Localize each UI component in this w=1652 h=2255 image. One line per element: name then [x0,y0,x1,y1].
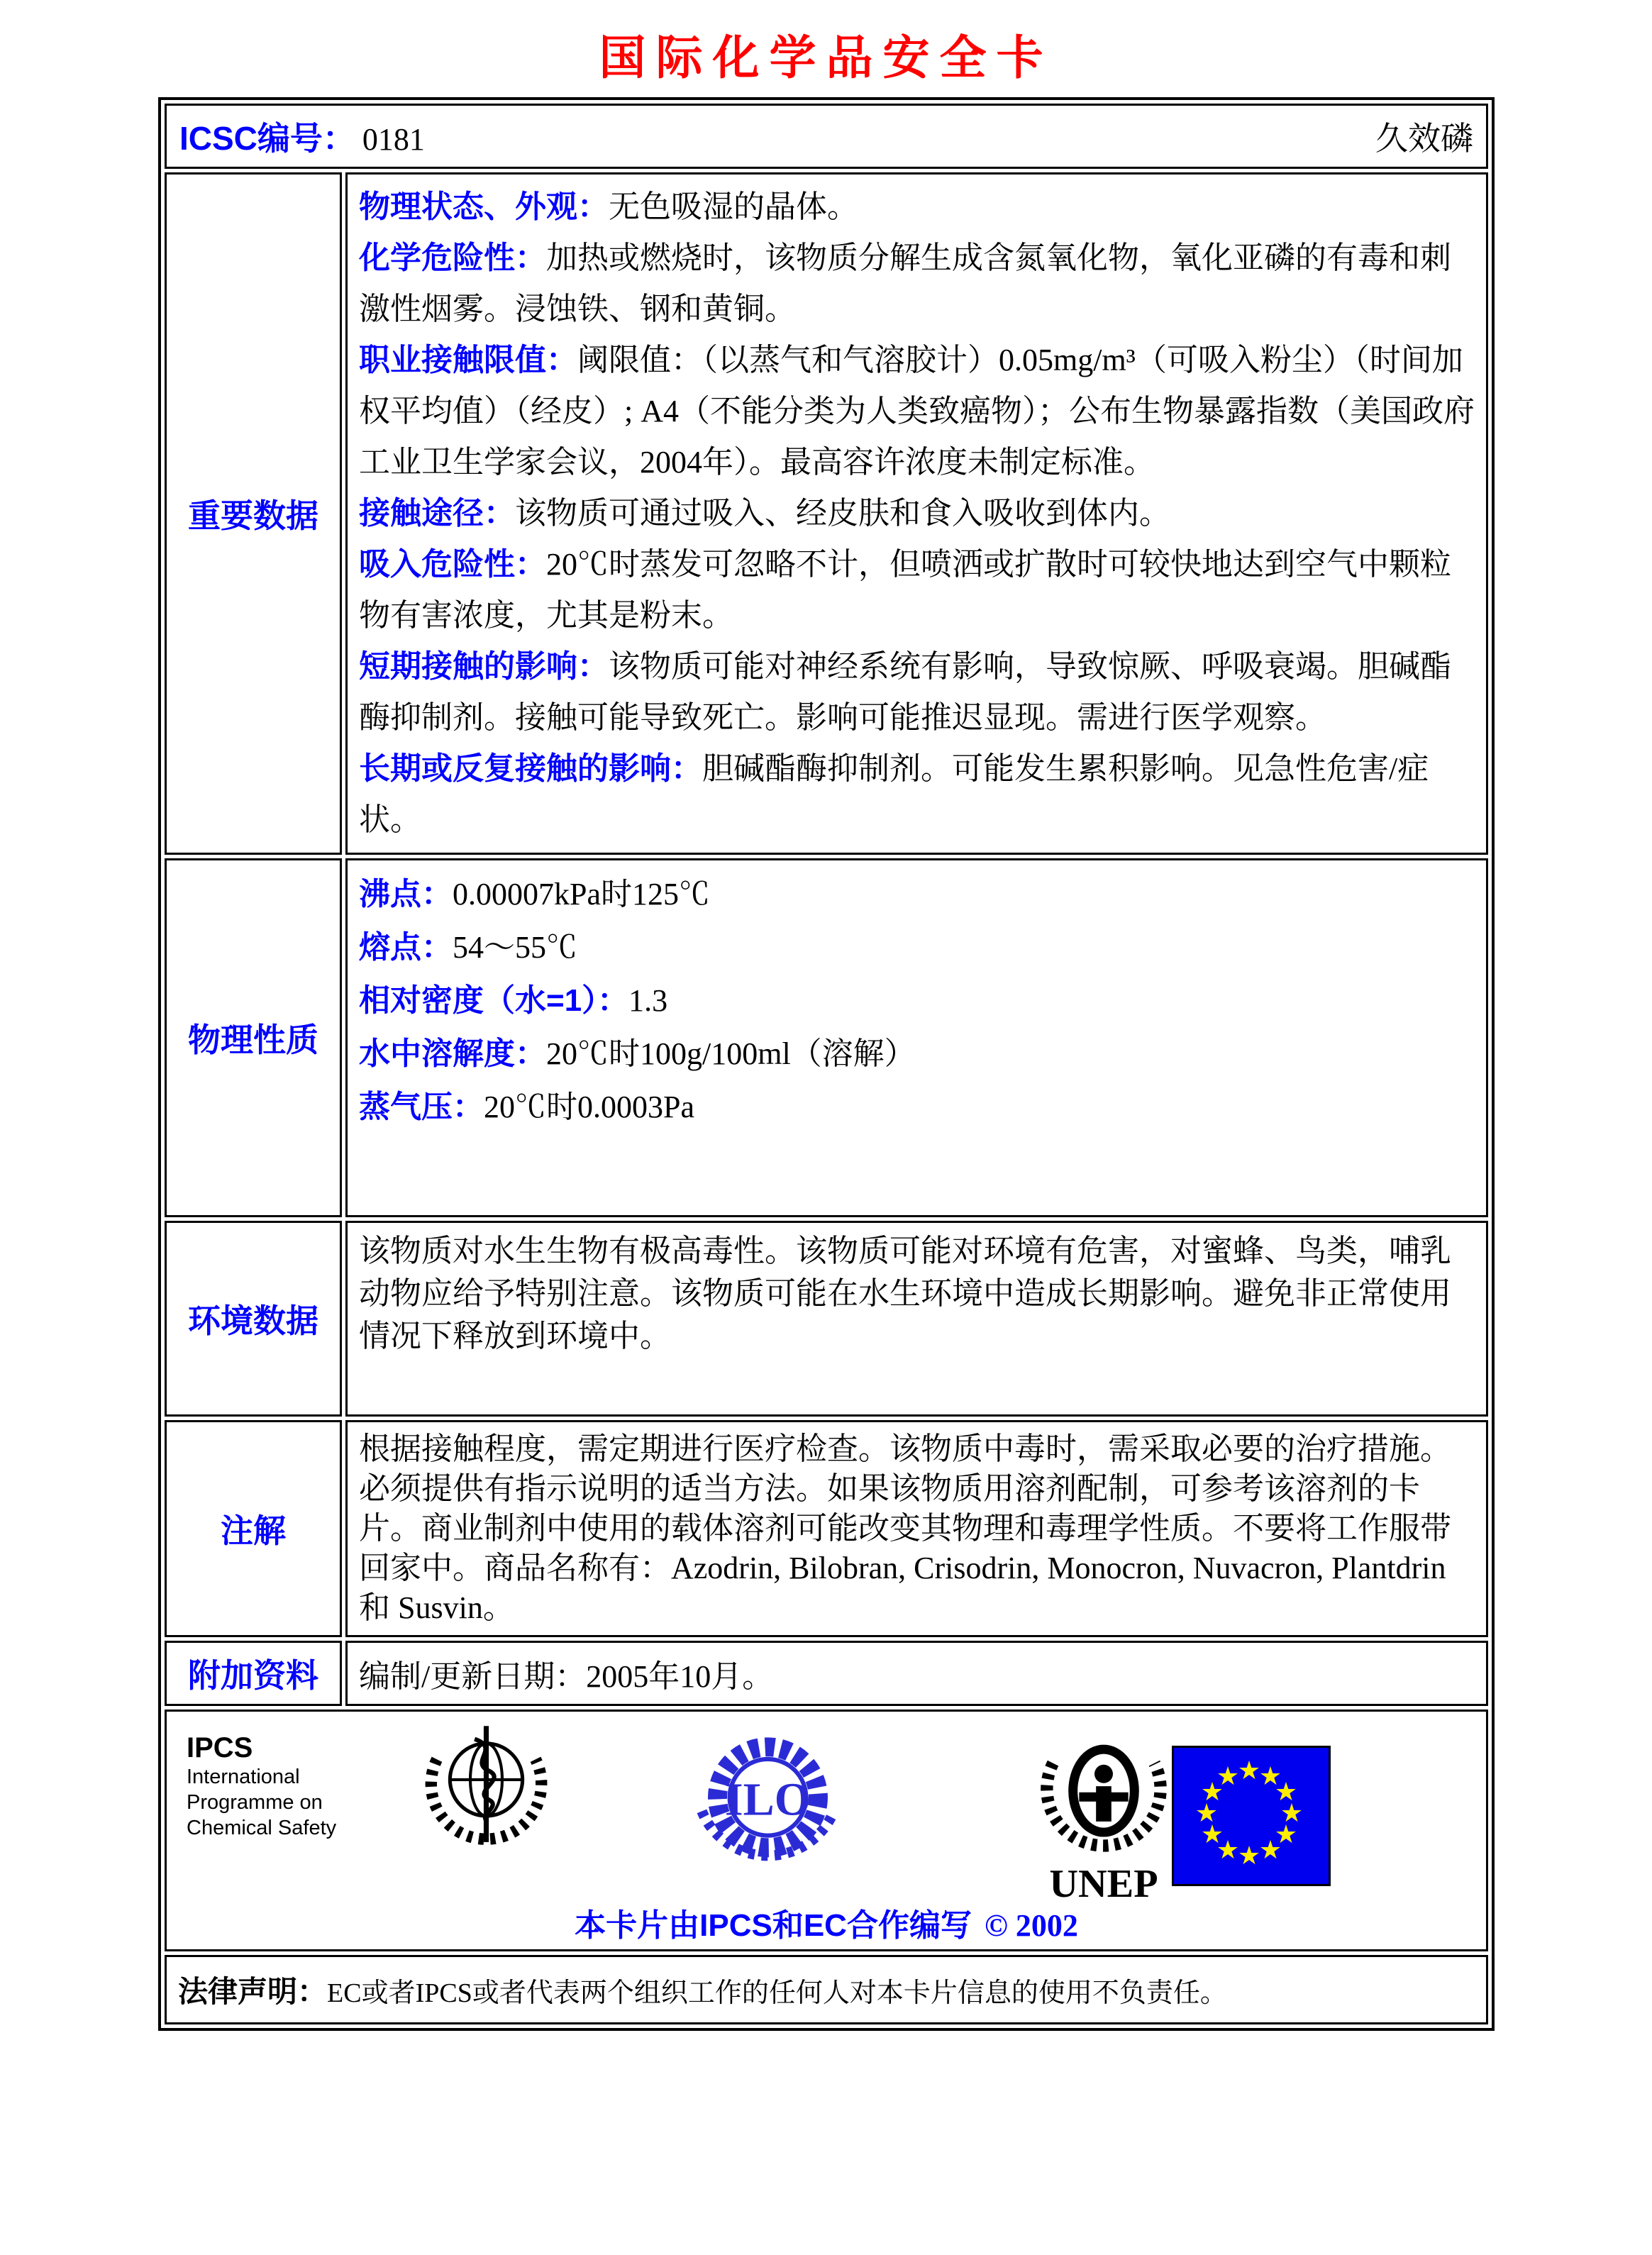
section-label-notes: 注解 [165,1420,342,1637]
entry-text: 该物质可能对神经系统有影响，导致惊厥、呼吸衰竭。胆碱酯酶抑制剂。接触可能导致死亡。影响可能推迟显现。需进行医学观察。 [359,649,1451,735]
important-entry [359,488,1475,539]
entry-text: 阈限值：（以蒸气和气溶胶计）0.05mg/m³（可吸入粉尘）（时间加权平均值）（经皮）; A4（不能分类为人类致癌物）；公布生物暴露指数（美国政府工业卫生学家会议，2004年）。最高容许浓度未制定标准。 [359,343,1475,480]
eu-star-icon: ★ [1216,1835,1240,1865]
ipcs-acronym: IPCS [187,1732,253,1763]
section-label-important: 重要数据 [165,172,342,855]
eu-flag-icon [1172,1746,1331,1886]
eu-star-icon: ★ [1258,1762,1282,1792]
entry-label: 熔点： [359,930,453,965]
icsc-table [158,97,1495,2031]
icsc-number-value: 0181 [362,122,425,157]
eu-star-icon: ★ [1237,1841,1261,1871]
important-entry [359,743,1475,846]
entry-text: 无色吸湿的晶体。 [609,189,858,224]
logos-row [165,1710,1488,1951]
unep-icon [1026,1720,1181,1906]
eu-star-icon: ★ [1274,1820,1298,1849]
physical-entry [359,921,1475,974]
header-row [165,104,1488,169]
entry-text: 0.00007kPa时125℃ [453,877,710,912]
credit-line [167,1900,1486,1945]
section-content-environment: 该物质对水生生物有极高毒性。该物质可能对环境有危害，对蜜蜂、鸟类，哺乳动物应给予特别注意。该物质可能在水生环境中造成长期影响。避免非正常使用情况下释放到环境中。 [345,1221,1488,1417]
entry-label: 物理状态、外观： [359,189,609,224]
entry-text: 20℃时100g/100ml（溶解） [546,1036,916,1071]
icsc-number-group [179,113,425,160]
entry-text: 加热或燃烧时，该物质分解生成含氮氧化物，氧化亚磷的有毒和刺激性烟雾。浸蚀铁、钢和黄铜。 [359,240,1451,326]
entry-text: 该物质可通过吸入、经皮肤和食入吸收到体内。 [515,496,1170,531]
ipcs-wordmark [187,1732,336,1841]
credit-text: 本卡片由IPCS和EC合作编写 [575,1908,972,1943]
eu-star-icon: ★ [1200,1820,1224,1849]
ipcs-line: Chemical Safety [187,1817,337,1839]
ilo-letters: ILO [724,1773,811,1826]
important-entry [359,335,1475,488]
eu-star-icon: ★ [1216,1762,1240,1792]
section-content-important [345,172,1488,855]
entry-text: 20℃时蒸发可忽略不计，但喷洒或扩散时可较快地达到空气中颗粒物有害浓度，尤其是粉末。 [359,547,1451,633]
eu-star-icon: ★ [1237,1756,1261,1785]
icsc-number-label: ICSC编号： [179,120,355,157]
section-content-additional: 编制/更新日期：2005年10月。 [345,1641,1488,1706]
section-content-notes: 根据接触程度，需定期进行医疗检查。该物质中毒时，需采取必要的治疗措施。必须提供有指示说明的适当方法。如果该物质用溶剂配制，可参考该溶剂的卡片。商业制剂中使用的载体溶剂可能改变其物理和毒理学性质。不要将工作服带回家中。商品名称有：Azodrin, Bilobran, Crisodrin, Monocron, Nuvacron, Plantdrin和 Susvin。 [345,1420,1488,1637]
section-label-physical: 物理性质 [165,858,342,1217]
eu-star-icon: ★ [1280,1799,1304,1828]
entry-label: 相对密度（水=1）： [359,983,629,1018]
important-entry [359,182,1475,233]
legal-row [165,1955,1488,2024]
section-label-additional: 附加资料 [165,1641,342,1706]
entry-text: 胆碱酯酶抑制剂。可能发生累积影响。见急性危害/症状。 [359,751,1429,837]
important-entry [359,233,1475,335]
entry-text: 20℃时0.0003Pa [484,1090,694,1124]
unep-letters: UNEP [1049,1862,1158,1906]
chemical-name: 久效磷 [1375,121,1473,157]
entry-label: 职业接触限值： [359,343,577,377]
eu-star-icon: ★ [1274,1778,1298,1807]
physical-entry [359,868,1475,921]
eu-star-icon: ★ [1258,1835,1282,1865]
physical-entry [359,974,1475,1027]
legal-text: EC或者IPCS或者代表两个组织工作的任何人对本卡片信息的使用不负责任。 [327,1978,1227,2008]
ipcs-line: Programme on [187,1791,323,1814]
entry-label: 长期或反复接触的影响： [359,751,702,786]
physical-entry [359,1080,1475,1134]
who-icon [414,1719,559,1878]
copyright-text: © 2002 [984,1908,1078,1943]
important-entry [359,539,1475,641]
important-entry [359,641,1475,743]
physical-entry [359,1027,1475,1080]
page-title: 国际化学品安全卡 [599,31,1053,84]
ilo-icon [681,1724,855,1891]
section-label-environment: 环境数据 [165,1221,342,1417]
eu-star-icon: ★ [1200,1778,1224,1807]
entry-label: 接触途径： [359,496,515,531]
entry-label: 吸入危险性： [359,547,546,582]
entry-label: 蒸气压： [359,1090,484,1124]
entry-label: 沸点： [359,877,453,912]
ipcs-line: International [187,1766,300,1788]
entry-text: 1.3 [628,983,668,1018]
section-content-physical [345,858,1488,1217]
entry-label: 水中溶解度： [359,1036,546,1071]
legal-label: 法律声明： [178,1975,328,2008]
entry-text: 54～55℃ [453,930,577,965]
eu-star-icon: ★ [1194,1799,1219,1828]
entry-label: 短期接触的影响： [359,649,609,684]
entry-label: 化学危险性： [359,240,546,275]
